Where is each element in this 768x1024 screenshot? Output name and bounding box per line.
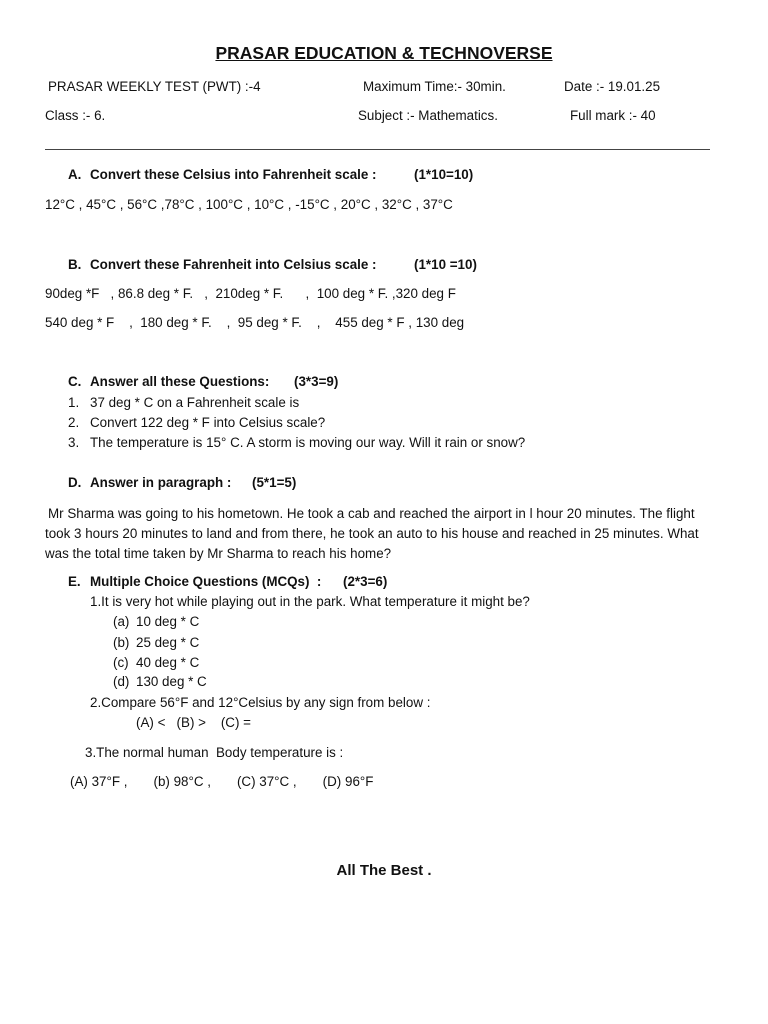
class-label: Class :- 6. (45, 108, 106, 123)
section-a-marks: (1*10=10) (414, 167, 474, 182)
question-text: Convert 122 deg * F into Celsius scale? (90, 415, 326, 430)
section-b-values-line1: 90deg *F , 86.8 deg * F. , 210deg * F. , 100 deg * F. ,320 deg F (45, 286, 456, 301)
section-c-marks: (3*3=9) (294, 374, 339, 389)
section-a-heading: Convert these Celsius into Fahrenheit scale : (90, 167, 377, 182)
mcq-question-3-options: (A) 37°F , (b) 98°C , (C) 37°C , (D) 96°F (70, 774, 374, 789)
section-d-heading: Answer in paragraph : (90, 475, 232, 490)
section-a-values: 12°C , 45°C , 56°C ,78°C , 100°C , 10°C , -15°C , 20°C , 32°C , 37°C (45, 197, 453, 212)
mcq-question-2-options: (A) < (B) > (C) = (136, 715, 251, 730)
section-b-marks: (1*10 =10) (414, 257, 477, 272)
option-text: 25 deg * C (136, 635, 200, 650)
full-mark: Full mark :- 40 (570, 108, 656, 123)
section-d-paragraph: Mr Sharma was going to his hometown. He took a cab and reached the airport in l hour 20 minutes. The flight took 3 hours 20 minutes to land and from there, he took an auto to his house and reached in 25 minutes. What was the total time taken by Mr Sharma to reach his home? (45, 506, 699, 561)
option-text: 40 deg * C (136, 655, 200, 670)
test-date: Date :- 19.01.25 (564, 79, 661, 94)
option-label: (a) (113, 614, 130, 629)
section-b-heading: Convert these Fahrenheit into Celsius scale : (90, 257, 377, 272)
institute-title: PRASAR EDUCATION & TECHNOVERSE (215, 43, 553, 63)
header-divider (45, 149, 710, 150)
option-label: (d) (113, 674, 130, 689)
section-d-marks: (5*1=5) (252, 475, 297, 490)
question-number: 3. (68, 435, 80, 450)
mcq-question-2: 2.Compare 56°F and 12°Celsius by any sign from below : (90, 695, 431, 710)
closing-message: All The Best . (336, 862, 432, 879)
option-text: 10 deg * C (136, 614, 200, 629)
question-text: 37 deg * C on a Fahrenheit scale is (90, 395, 300, 410)
section-b-values-line2: 540 deg * F , 180 deg * F. , 95 deg * F. , 455 deg * F , 130 deg (45, 315, 465, 330)
option-text: 130 deg * C (136, 674, 207, 689)
section-d-letter: D. (68, 475, 82, 490)
question-number: 2. (68, 415, 80, 430)
section-b-letter: B. (68, 257, 82, 272)
mcq-question-3: 3.The normal human Body temperature is : (85, 745, 344, 760)
section-c-letter: C. (68, 374, 82, 389)
section-e-heading: Multiple Choice Questions (MCQs) : (90, 574, 322, 589)
subject-label: Subject :- Mathematics. (358, 108, 498, 123)
option-label: (b) (113, 635, 130, 650)
section-e-letter: E. (68, 574, 81, 589)
section-e-marks: (2*3=6) (343, 574, 388, 589)
section-c-heading: Answer all these Questions: (90, 374, 270, 389)
mcq-question-1: 1.It is very hot while playing out in the park. What temperature it might be? (90, 594, 530, 609)
test-name: PRASAR WEEKLY TEST (PWT) :-4 (48, 79, 261, 94)
section-a-letter: A. (68, 167, 82, 182)
question-number: 1. (68, 395, 80, 410)
option-label: (c) (113, 655, 129, 670)
question-text: The temperature is 15° C. A storm is moving our way. Will it rain or snow? (90, 435, 526, 450)
max-time: Maximum Time:- 30min. (363, 79, 506, 94)
